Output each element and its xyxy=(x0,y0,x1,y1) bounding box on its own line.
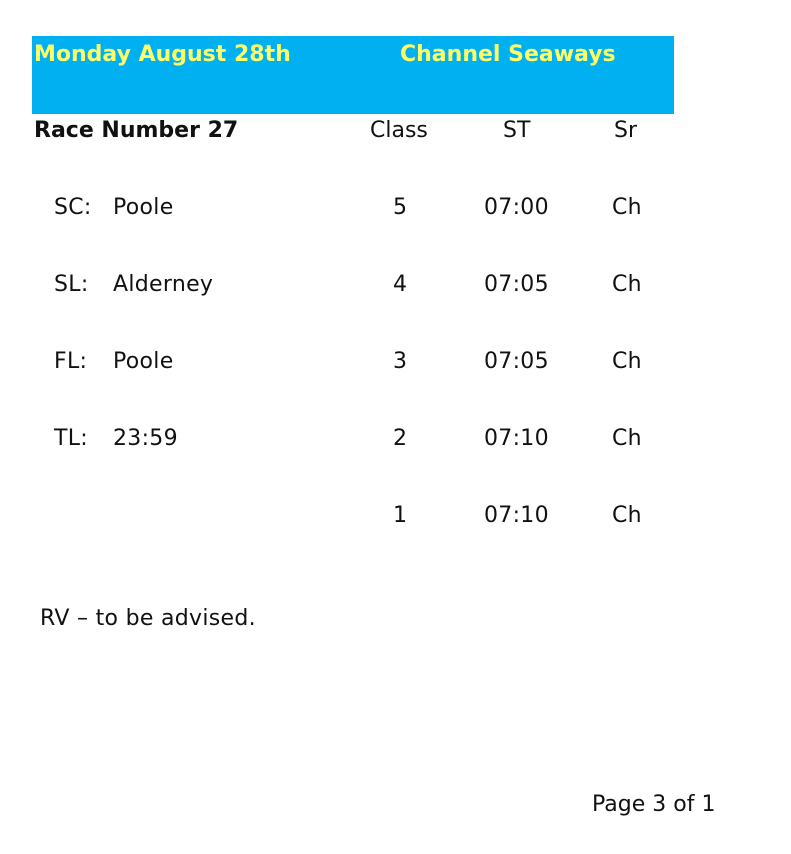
row-start-time: 07:05 xyxy=(484,349,549,374)
row-series: Ch xyxy=(612,426,642,451)
column-header-start-time: ST xyxy=(503,118,531,143)
row-class: 5 xyxy=(393,195,408,220)
row-value: Poole xyxy=(113,195,174,220)
row-series: Ch xyxy=(612,195,642,220)
race-row xyxy=(0,349,791,379)
race-row xyxy=(0,426,791,456)
event-name: Channel Seaways xyxy=(400,42,616,67)
row-series: Ch xyxy=(612,503,642,528)
page-number: Page 3 of 1 xyxy=(592,792,716,817)
row-series: Ch xyxy=(612,272,642,297)
row-label: FL: xyxy=(54,349,88,374)
row-value: Poole xyxy=(113,349,174,374)
race-row xyxy=(0,272,791,302)
row-class: 2 xyxy=(393,426,408,451)
row-class: 3 xyxy=(393,349,408,374)
race-row xyxy=(0,195,791,225)
row-start-time: 07:10 xyxy=(484,503,549,528)
row-series: Ch xyxy=(612,349,642,374)
row-value: Alderney xyxy=(113,272,214,297)
row-class: 1 xyxy=(393,503,408,528)
race-number-heading: Race Number 27 xyxy=(34,118,239,143)
column-header-series: Sr xyxy=(614,118,638,143)
row-start-time: 07:05 xyxy=(484,272,549,297)
rendezvous-note: RV – to be advised. xyxy=(40,606,256,631)
header-banner xyxy=(32,36,674,114)
race-row xyxy=(0,503,791,533)
row-value: 23:59 xyxy=(113,426,178,451)
row-label: SC: xyxy=(54,195,92,220)
row-label: TL: xyxy=(54,426,89,451)
row-label: SL: xyxy=(54,272,89,297)
row-class: 4 xyxy=(393,272,408,297)
row-start-time: 07:10 xyxy=(484,426,549,451)
race-date: Monday August 28th xyxy=(34,42,291,67)
column-header-class: Class xyxy=(370,118,428,143)
row-start-time: 07:00 xyxy=(484,195,549,220)
